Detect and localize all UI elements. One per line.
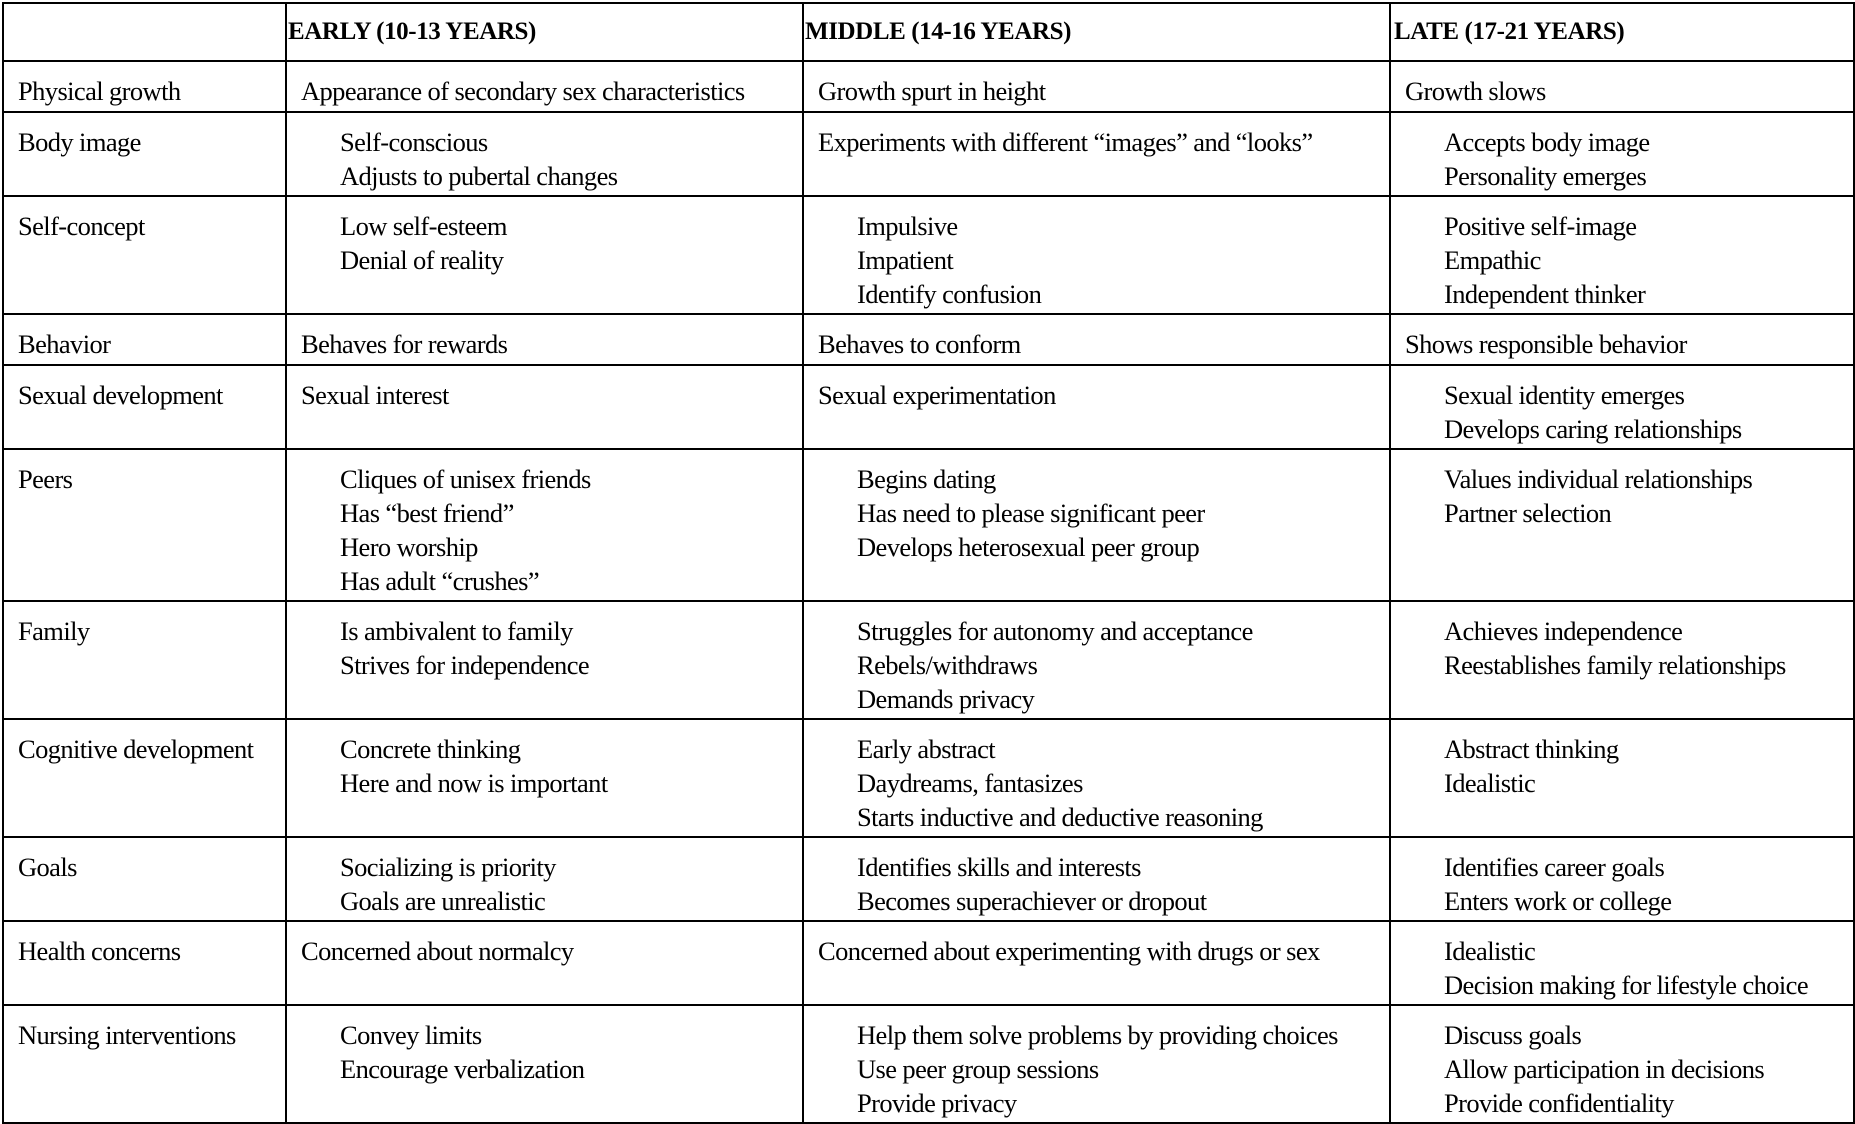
late-cell (1390, 1005, 1854, 1123)
header-early (286, 3, 803, 61)
table-row (3, 365, 1854, 449)
cell-line: Here and now is important (340, 768, 608, 798)
cell-line: Is ambivalent to family (340, 616, 573, 646)
cell-line: Early abstract (857, 734, 996, 764)
late-cell (1390, 365, 1854, 449)
cell-line: Behaves to conform (818, 329, 1021, 359)
row-label-text: Body image (18, 127, 141, 157)
cell-line: Demands privacy (857, 684, 1035, 714)
cell-line: Sexual interest (301, 380, 449, 410)
header-late (1390, 3, 1854, 61)
cell-line: Provide confidentiality (1444, 1088, 1674, 1118)
cell-line: Reestablishes family relationships (1444, 650, 1786, 680)
cell-line: Hero worship (340, 532, 478, 562)
row-label-text: Self-concept (18, 211, 145, 241)
late-cell (1390, 449, 1854, 601)
cell-line: Personality emerges (1444, 161, 1647, 191)
cell-line: Growth spurt in height (818, 76, 1046, 106)
middle-cell (803, 365, 1390, 449)
cell-line: Convey limits (340, 1020, 482, 1050)
cell-line: Growth slows (1405, 76, 1546, 106)
early-cell (286, 314, 803, 365)
cell-line: Appearance of secondary sex characteristics (301, 76, 745, 106)
table-row (3, 196, 1854, 314)
development-table-wrapper (2, 2, 1853, 1124)
cell-line: Accepts body image (1444, 127, 1650, 157)
table-row (3, 601, 1854, 719)
middle-cell (803, 1005, 1390, 1123)
cell-line: Enters work or college (1444, 886, 1672, 916)
cell-line: Has “best friend” (340, 498, 514, 528)
cell-line: Discuss goals (1444, 1020, 1582, 1050)
cell-line: Use peer group sessions (857, 1054, 1099, 1084)
cell-line: Idealistic (1444, 768, 1536, 798)
header-row (3, 3, 1854, 61)
early-cell (286, 1005, 803, 1123)
early-cell (286, 365, 803, 449)
cell-line: Begins dating (857, 464, 996, 494)
cell-line: Sexual experimentation (818, 380, 1056, 410)
row-label-text: Health concerns (18, 936, 181, 966)
early-cell (286, 112, 803, 196)
cell-line: Sexual identity emerges (1444, 380, 1685, 410)
cell-line: Provide privacy (857, 1088, 1017, 1118)
cell-line: Encourage verbalization (340, 1054, 585, 1084)
cell-line: Develops caring relationships (1444, 414, 1742, 444)
cell-line: Cliques of unisex friends (340, 464, 591, 494)
late-cell (1390, 837, 1854, 921)
middle-cell (803, 921, 1390, 1005)
cell-line: Socializing is priority (340, 852, 556, 882)
row-label (3, 921, 286, 1005)
cell-line: Starts inductive and deductive reasoning (857, 802, 1263, 832)
late-cell (1390, 314, 1854, 365)
late-cell (1390, 61, 1854, 112)
header-late-label: LATE (17-21 YEARS) (1394, 18, 1625, 45)
middle-cell (803, 61, 1390, 112)
early-cell (286, 449, 803, 601)
cell-line: Concrete thinking (340, 734, 521, 764)
cell-line: Allow participation in decisions (1444, 1054, 1765, 1084)
row-label-text: Behavior (18, 329, 111, 359)
cell-line: Identifies career goals (1444, 852, 1665, 882)
early-cell (286, 61, 803, 112)
cell-line: Rebels/withdraws (857, 650, 1038, 680)
row-label (3, 196, 286, 314)
cell-line: Partner selection (1444, 498, 1612, 528)
table-row (3, 719, 1854, 837)
cell-line: Has need to please significant peer (857, 498, 1205, 528)
cell-line: Idealistic (1444, 936, 1536, 966)
cell-line: Experiments with different “images” and “looks” (818, 127, 1313, 157)
early-cell (286, 601, 803, 719)
middle-cell (803, 837, 1390, 921)
early-cell (286, 837, 803, 921)
middle-cell (803, 601, 1390, 719)
early-cell (286, 921, 803, 1005)
middle-cell (803, 196, 1390, 314)
row-label-text: Physical growth (18, 76, 181, 106)
row-label (3, 449, 286, 601)
row-label-text: Family (18, 616, 90, 646)
row-label (3, 365, 286, 449)
cell-line: Goals are unrealistic (340, 886, 546, 916)
table-row (3, 1005, 1854, 1123)
cell-line: Behaves for rewards (301, 329, 508, 359)
header-early-label: EARLY (10-13 YEARS) (288, 18, 536, 45)
table-row (3, 61, 1854, 112)
table-row (3, 921, 1854, 1005)
early-cell (286, 719, 803, 837)
row-label-text: Goals (18, 852, 77, 882)
cell-line: Adjusts to pubertal changes (340, 161, 618, 191)
cell-line: Independent thinker (1444, 279, 1646, 309)
cell-line: Decision making for lifestyle choice (1444, 970, 1808, 1000)
cell-line: Impulsive (857, 211, 958, 241)
cell-line: Self-conscious (340, 127, 488, 157)
early-cell (286, 196, 803, 314)
cell-line: Identifies skills and interests (857, 852, 1141, 882)
table-row (3, 112, 1854, 196)
late-cell (1390, 196, 1854, 314)
row-label (3, 1005, 286, 1123)
row-label (3, 601, 286, 719)
header-middle (803, 3, 1390, 61)
cell-line: Empathic (1444, 245, 1541, 275)
row-label (3, 719, 286, 837)
middle-cell (803, 314, 1390, 365)
row-label-text: Nursing interventions (18, 1020, 236, 1050)
cell-line: Concerned about experimenting with drugs or sex (818, 936, 1320, 966)
row-label-text: Peers (18, 464, 73, 494)
cell-line: Identify confusion (857, 279, 1042, 309)
cell-line: Strives for independence (340, 650, 590, 680)
middle-cell (803, 449, 1390, 601)
late-cell (1390, 921, 1854, 1005)
middle-cell (803, 112, 1390, 196)
cell-line: Achieves independence (1444, 616, 1683, 646)
late-cell (1390, 601, 1854, 719)
cell-line: Values individual relationships (1444, 464, 1753, 494)
cell-line: Has adult “crushes” (340, 566, 540, 596)
cell-line: Denial of reality (340, 245, 504, 275)
table-row (3, 837, 1854, 921)
cell-line: Develops heterosexual peer group (857, 532, 1200, 562)
row-label (3, 837, 286, 921)
row-label (3, 112, 286, 196)
header-blank-cell (3, 3, 286, 61)
row-label (3, 61, 286, 112)
cell-line: Positive self-image (1444, 211, 1637, 241)
row-label (3, 314, 286, 365)
row-label-text: Cognitive development (18, 734, 254, 764)
cell-line: Low self-esteem (340, 211, 507, 241)
header-middle-label: MIDDLE (14-16 YEARS) (805, 18, 1072, 45)
cell-line: Abstract thinking (1444, 734, 1619, 764)
late-cell (1390, 719, 1854, 837)
table-row (3, 314, 1854, 365)
cell-line: Becomes superachiever or dropout (857, 886, 1207, 916)
cell-line: Daydreams, fantasizes (857, 768, 1083, 798)
table-row (3, 449, 1854, 601)
row-label-text: Sexual development (18, 380, 223, 410)
cell-line: Impatient (857, 245, 954, 275)
cell-line: Help them solve problems by providing choices (857, 1020, 1338, 1050)
middle-cell (803, 719, 1390, 837)
adolescent-development-table (2, 2, 1855, 1124)
cell-line: Concerned about normalcy (301, 936, 574, 966)
cell-line: Shows responsible behavior (1405, 329, 1687, 359)
cell-line: Struggles for autonomy and acceptance (857, 616, 1253, 646)
late-cell (1390, 112, 1854, 196)
